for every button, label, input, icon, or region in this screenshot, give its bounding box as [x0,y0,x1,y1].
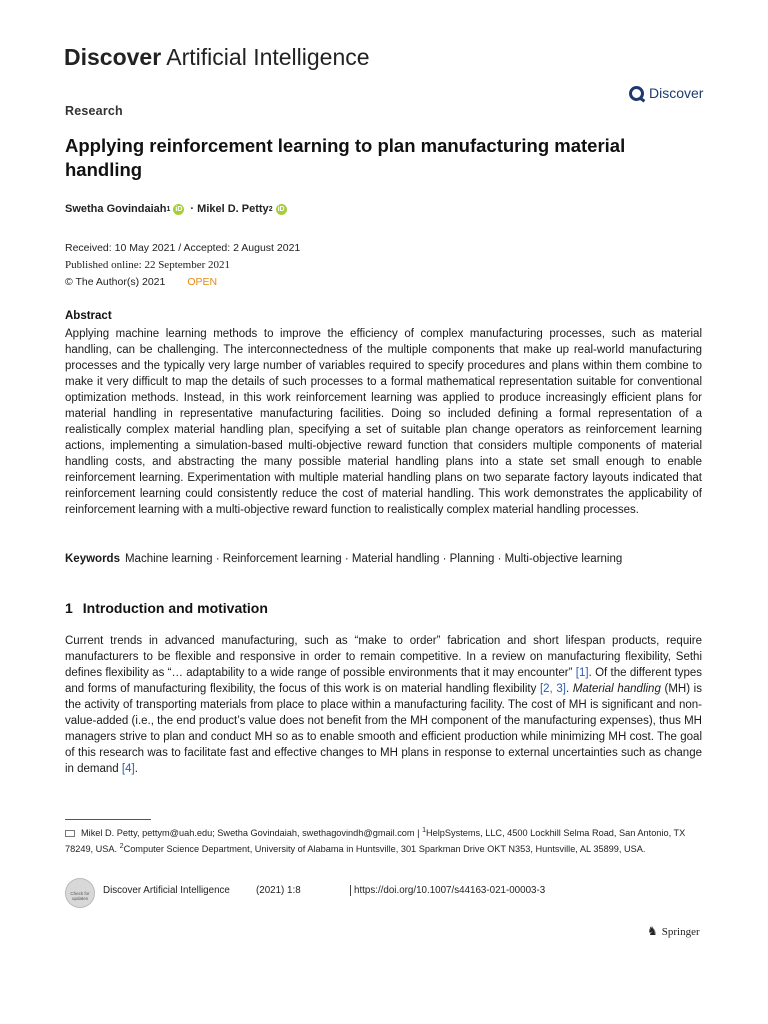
springer-label: Springer [661,925,700,938]
copyright: © The Author(s) 2021 [65,276,166,288]
published-online: Published online: 22 September 2021 [65,259,230,271]
discover-brand-label: Discover [649,85,704,101]
open-access-badge: OPEN [187,276,218,288]
intro-text: (MH) is the activity of transporting materials from place to place within a manufacturing facility. The cost of MH is significant and non-value-added (i.e., the end product’s value does not benefit from the MH component of the manufacturing expenses), thus MH managers strive to plan and conduct MH so as to enable smooth and efficient production while minimizing MH cost. The goal of this research was to facilitate fast and effective changes to MH plans in response to external uncertainties such as change in demand [65,683,702,775]
footer-doi-link[interactable]: https://doi.org/10.1007/s44163-021-00003-3 [350,885,545,896]
author-separator: · [187,203,198,215]
footnote-sup: 2 [119,843,124,851]
citation-link[interactable]: [1] [575,667,589,679]
footnote-text: Mikel D. Petty, pettym@uah.edu; Swetha Govindaiah, swethagovindh@gmail.com | [81,828,423,839]
footer-volume: (2021) 1:8 [256,885,301,896]
citation-link[interactable]: [2, 3] [539,683,566,695]
springer-horse-icon: ♞ [647,924,658,938]
intro-text: . [134,763,138,775]
footnote-text: Computer Science Department, University of Alabama in Huntsville, 301 Sparkman Drive OKT N353, Huntsville, AL 35899, USA. [123,844,646,855]
intro-text: Current trends in advanced manufacturing, such as “make to order” fabrication and short lifespan products, require manufacturers to be flexible and responsive in order to remain competitive. In a review on manufacturing flexibility, Sethi defines flexibility as “… adaptability to a wide range of possible environments that it may encounter” [65,635,702,679]
received-accepted: Received: 10 May 2021 / Accepted: 2 August 2021 [65,242,301,254]
article-type: Research [65,104,123,118]
springer-logo [647,924,700,939]
footnote-sup: 1 [422,827,426,834]
correspondence-footnote [65,824,702,856]
intro-paragraph [65,633,702,777]
discover-brand[interactable] [629,85,703,101]
journal-title-rest: Artificial Intelligence [161,44,370,70]
keywords [65,553,622,565]
footnote-divider [65,819,151,820]
article-dates [65,240,300,291]
keywords-label: Keywords [65,553,120,565]
keywords-list: Machine learning · Reinforcement learning · Material handling · Planning · Multi-objective learning [124,553,623,565]
author-affiliation: 1 [166,205,171,213]
abstract-text: Applying machine learning methods to improve the efficiency of complex manufacturing processes, such as material handling, can be challenging. The interconnectedness of the multiple components that make up real-world manufacturing processes and the typically very large number of variables required to specify procedures and plans within them combine to make it very difficult to map the details of such processes to a formal mathematical representation suitable for conventional optimization methods. Instead, in this work reinforcement learning was applied to produce increasingly efficient plans for material handling in representative manufacturing facilities. Doing so included defining a formal representation of a realistically complex material handling plan, specifying a set of suitable plan change operators as reinforcement learning actions, implementing a simulation-based multi-objective reward function that considers multiple components of material handling costs, and abstracting the many possible material handling plans into a state set small enough to enable reinforcement learning. Experimentation with multiple material handling plans on two separate factory layouts indicated that reinforcement learning could consistently reduce the cost of material handling. This work demonstrates the applicability of reinforcement learning with a multi-objective reward function to realistically complex material handling processes. [65,328,702,516]
author-name[interactable]: Mikel D. Petty [197,203,269,215]
section-heading [65,600,268,616]
footer-journal: Discover Artificial Intelligence [103,885,230,896]
section-number: 1 [65,600,73,616]
intro-italic-term: Material handling [572,683,661,695]
discover-logo-icon [629,86,644,101]
envelope-icon [65,830,75,837]
intro-text: . Of the different types and forms of manufacturing flexibility, the focus of this work is on material handling flexibility [65,667,702,695]
section-title: Introduction and motivation [82,600,268,616]
author-list [65,203,290,215]
citation-link[interactable]: [4] [121,763,135,775]
author-name[interactable]: Swetha Govindaiah [65,203,167,215]
orcid-icon[interactable]: iD [277,205,285,213]
article-title: Applying reinforcement learning to plan manufacturing material handling [65,135,626,180]
check-for-updates-badge[interactable]: Check for updates [65,878,95,908]
orcid-icon[interactable]: iD [175,205,183,213]
journal-title [64,44,370,71]
abstract-heading: Abstract [65,310,112,322]
journal-title-bold: Discover [64,44,162,70]
author-affiliation: 2 [268,205,273,213]
intro-text: . [565,683,573,695]
footnote-text: HelpSystems, LLC, 4500 Lockhill Selma Road, San Antonio, TX 78249, USA. [65,828,686,855]
